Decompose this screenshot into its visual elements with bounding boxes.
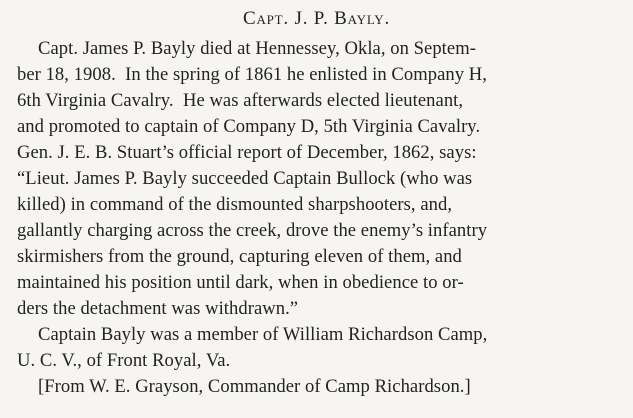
paragraph-1-line-2: ber 18, 1908. In the spring of 1861 he enlisted in Company H,	[17, 64, 487, 85]
paragraph-1-line-7: killed) in command of the dismounted sharpshooters, and,	[17, 194, 453, 215]
paragraph-2-line-2: U. C. V., of Front Royal, Va.	[17, 350, 231, 371]
paragraph-1-line-9: skirmishers from the ground, capturing eleven of them, and	[17, 246, 462, 267]
paragraph-1-line-8: gallantly charging across the creek, drove the enemy’s infantry	[17, 220, 488, 241]
paragraph-1-line-1: Capt. James P. Bayly died at Hennessey, Okla, on Septem-	[38, 38, 476, 59]
attribution-line: [From W. E. Grayson, Commander of Camp Richardson.]	[38, 376, 471, 397]
paragraph-1-line-4: and promoted to captain of Company D, 5th Virginia Cavalry.	[17, 116, 481, 137]
paragraph-2-line-1: Captain Bayly was a member of William Richardson Camp,	[38, 324, 488, 345]
paragraph-1-line-11: ders the detachment was withdrawn.”	[17, 298, 299, 319]
paragraph-1-line-10: maintained his position until dark, when in obedience to or-	[17, 272, 464, 293]
paragraph-1-line-6: “Lieut. James P. Bayly succeeded Captain Bullock (who was	[17, 168, 473, 189]
paragraph-1-line-3: 6th Virginia Cavalry. He was afterwards elected lieutenant,	[17, 90, 464, 111]
paragraph-1-line-5: Gen. J. E. B. Stuart’s official report of December, 1862, says:	[17, 142, 477, 163]
article-title: Capt. J. P. Bayly.	[242, 8, 391, 29]
